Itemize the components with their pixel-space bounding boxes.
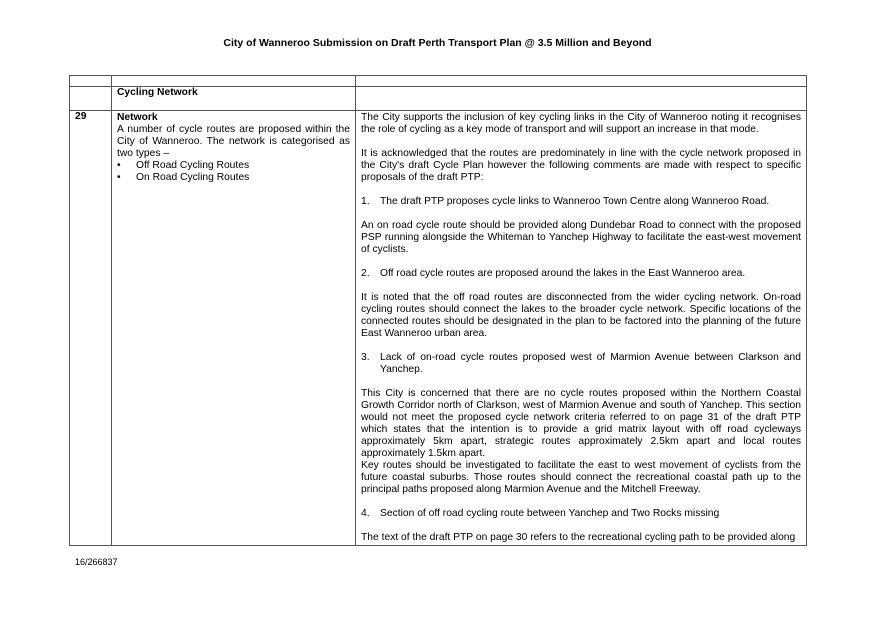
topic-bullet-list: [117, 160, 350, 184]
numbered-point: [361, 268, 801, 280]
point-text: Lack of on-road cycle routes proposed west of Marmion Avenue between Clarkson and Yanchep.: [380, 352, 801, 375]
numbered-point: [361, 352, 801, 376]
point-text: The draft PTP proposes cycle links to Wanneroo Town Centre along Wanneroo Road.: [380, 196, 770, 207]
point-number: 2.: [361, 268, 370, 279]
point-number: 3.: [361, 352, 370, 363]
response-paragraph: The City supports the inclusion of key cycling links in the City of Wanneroo noting it recognises the role of cycling as a key mode of transport and will support an increase in that mode.: [361, 112, 801, 135]
section-heading: Cycling Network: [112, 87, 356, 111]
table-header-spacer-row: [70, 76, 807, 87]
document-title: City of Wanneroo Submission on Draft Perth Transport Plan @ 3.5 Million and Beyond: [223, 37, 652, 49]
point-number: 4.: [361, 508, 370, 519]
topic-cell: [112, 111, 356, 546]
empty-cell: [356, 87, 807, 111]
row-number: 29: [70, 111, 112, 546]
list-item: • Off Road Cycling Routes: [129, 160, 350, 172]
response-paragraph: The text of the draft PTP on page 30 refers to the recreational cycling path to be provided along: [361, 532, 796, 543]
response-paragraph: This City is concerned that there are no cycle routes proposed within the Northern Coastal Growth Corridor north of Clarkson, west of Marmion Avenue and south of Yanchep. This section would not meet the proposed cycle network criteria referred to on page 31 of the draft PTP which states that the intention is to provide a grid matrix layout with off road cycleways approximately 5km apart, strategic routes approximately 2.5km apart and local routes approximately 1.5km apart.: [361, 388, 801, 459]
empty-cell: [70, 76, 112, 87]
response-paragraph: Key routes should be investigated to facilitate the east to west movement of cyclists from the future coastal suburbs. Those routes should connect the recreational coastal path up to the principal paths proposed along Marmion Avenue and the Mitchell Freeway.: [361, 460, 801, 495]
topic-text: A number of cycle routes are proposed within the City of Wanneroo. The network is categorised as two types –: [117, 124, 350, 159]
document-reference: 16/266837: [75, 557, 118, 567]
numbered-point: [361, 196, 801, 208]
point-number: 1.: [361, 196, 370, 207]
empty-cell: [112, 76, 356, 87]
response-cell: [356, 111, 807, 546]
section-heading-row: [70, 87, 807, 111]
point-text: Off road cycle routes are proposed around the lakes in the East Wanneroo area.: [380, 268, 746, 279]
numbered-point: [361, 508, 801, 520]
point-text: Section of off road cycling route between Yanchep and Two Rocks missing: [380, 508, 720, 519]
table-row: [70, 111, 807, 546]
submission-table: [69, 75, 807, 546]
list-item: • On Road Cycling Routes: [129, 172, 350, 184]
empty-cell: [356, 76, 807, 87]
response-paragraph: An on road cycle route should be provided along Dundebar Road to connect with the proposed PSP running alongside the Whiteman to Yanchep Highway to facilitate the east-west movement of cyclists.: [361, 220, 801, 255]
topic-title: Network: [117, 112, 158, 123]
response-paragraph: It is noted that the off road routes are disconnected from the wider cycling network. On-road cycling routes should connect the lakes to the broader cycle network. Specific locations of the connected routes should be designated in the plan to be factored into the planning of the future East Wanneroo urban area.: [361, 292, 801, 339]
response-paragraph: It is acknowledged that the routes are predominately in line with the cycle network proposed in the City's draft Cycle Plan however the following comments are made with respect to specific proposals of the draft PTP:: [361, 148, 801, 183]
empty-cell: [70, 87, 112, 111]
